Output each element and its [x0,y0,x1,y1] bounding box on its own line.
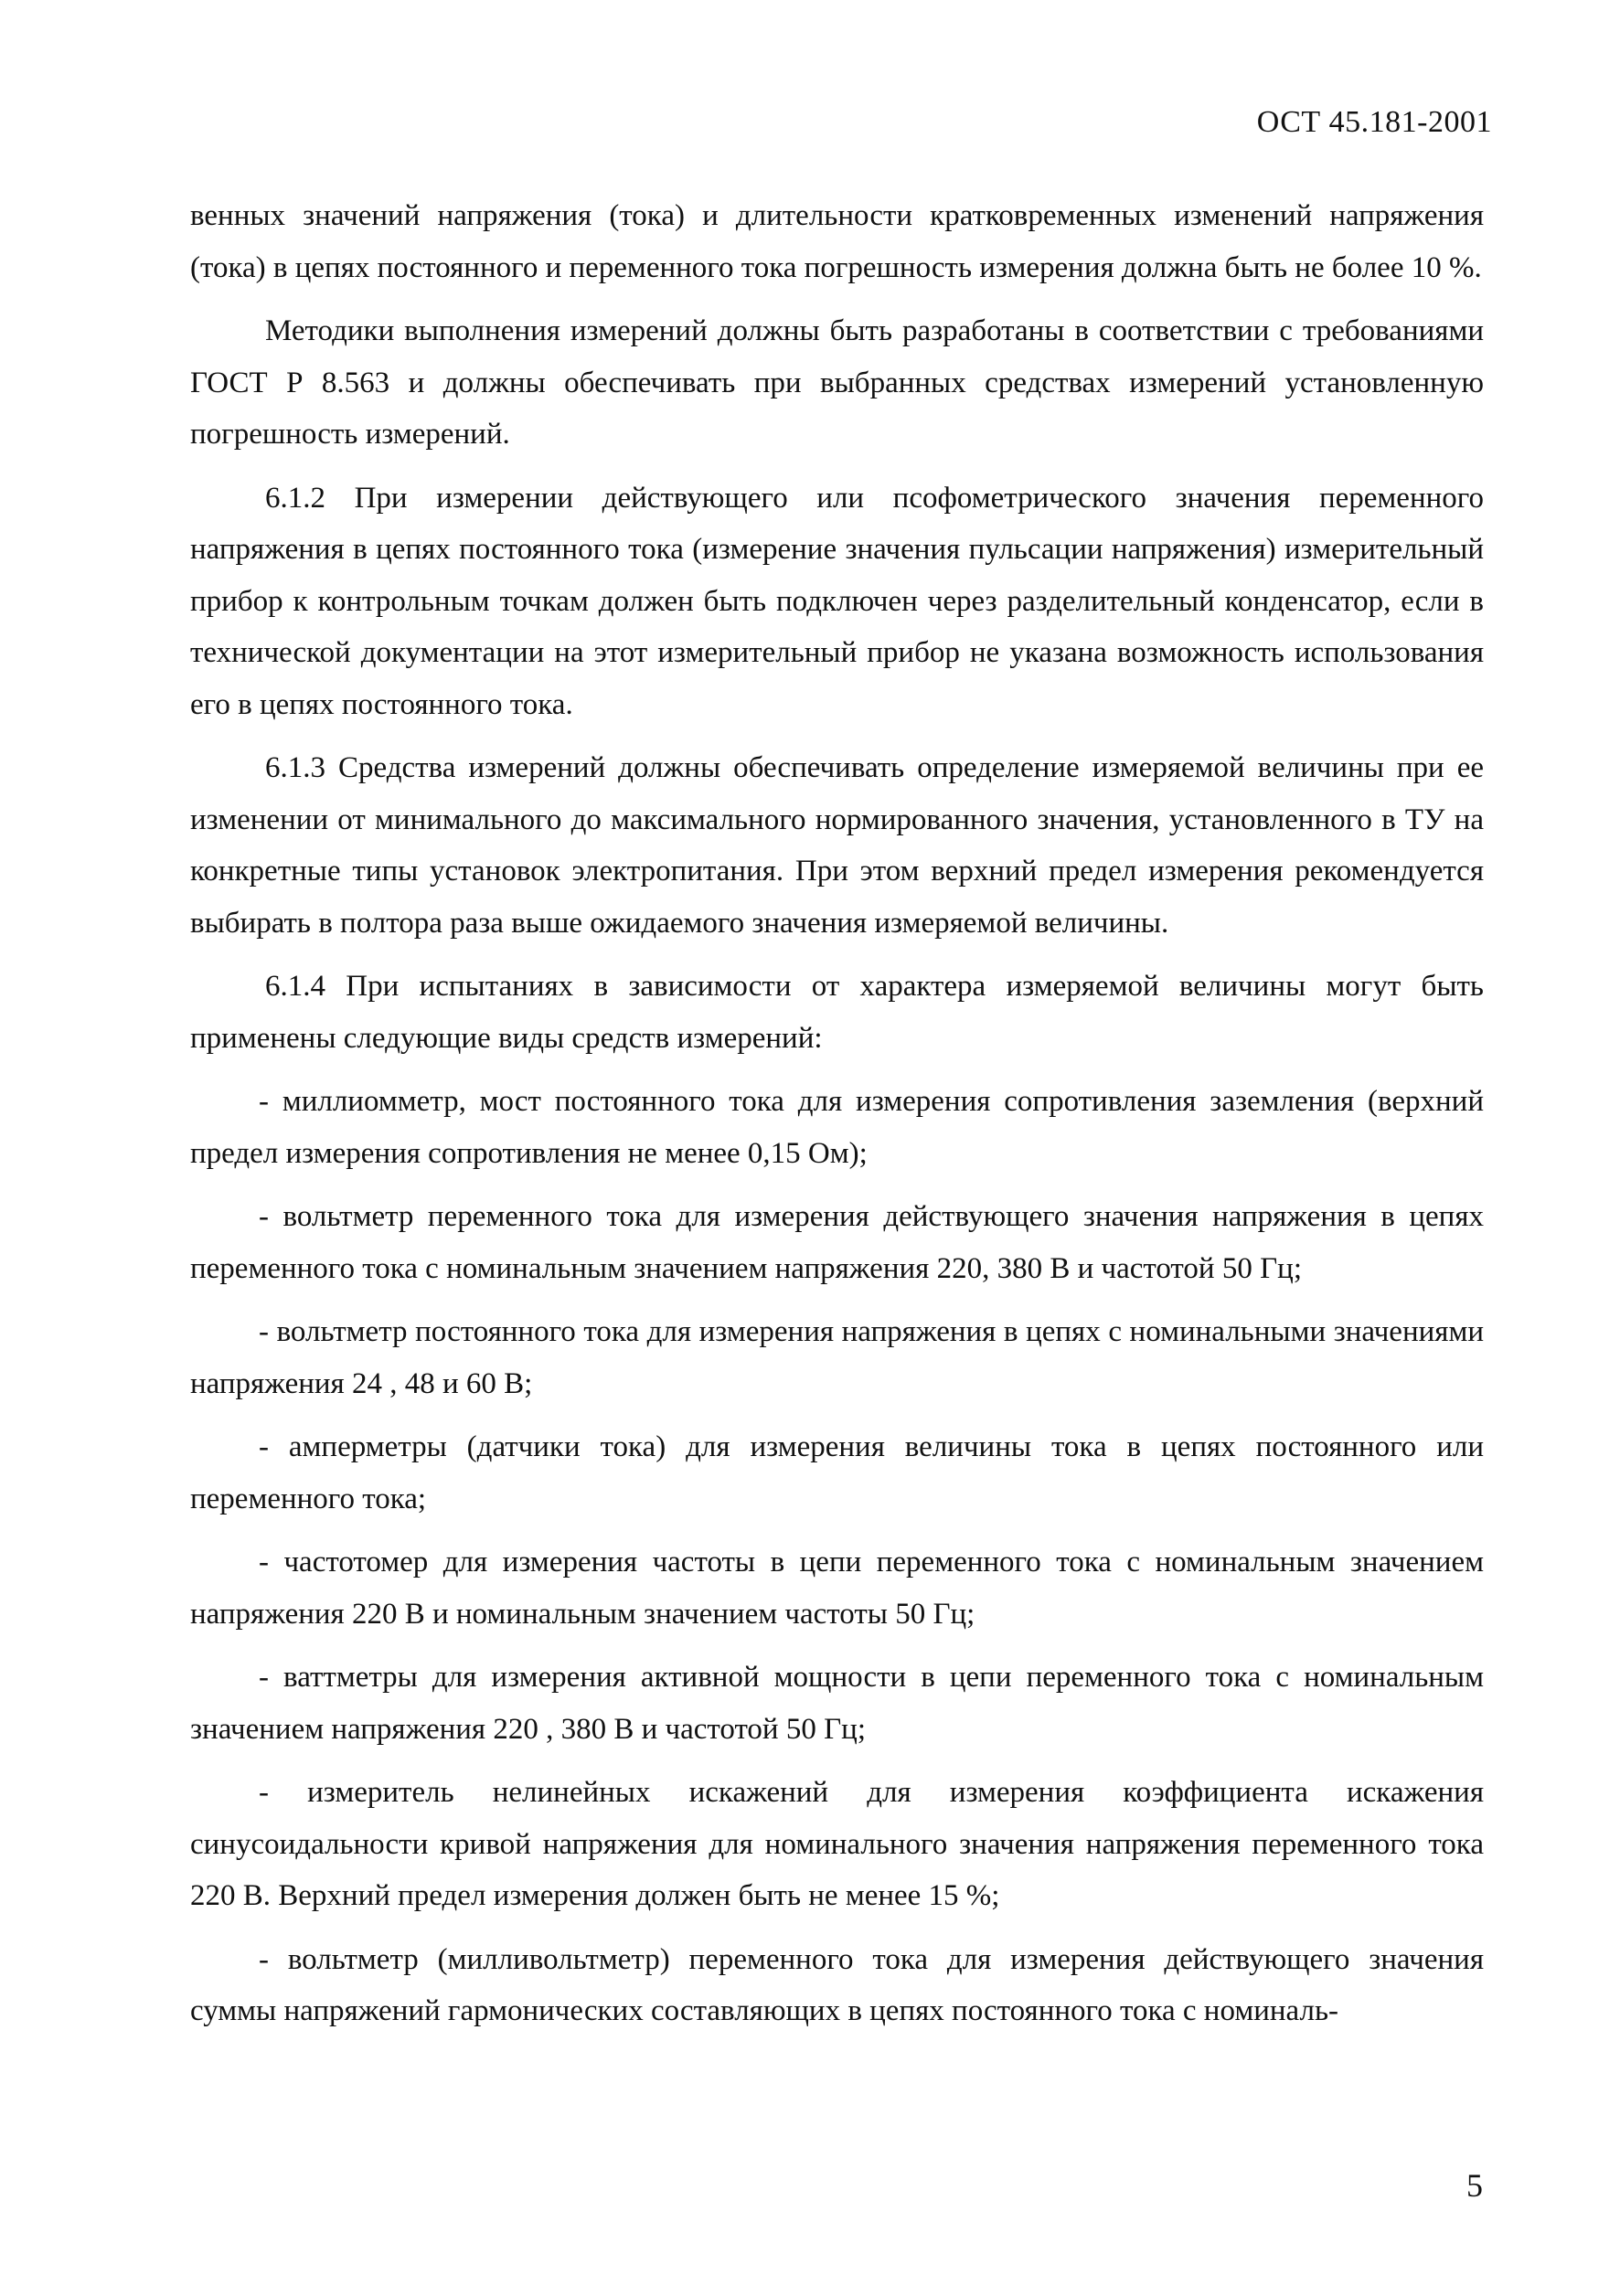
paragraph-6-1-4: 6.1.4 При испытаниях в зависимости от характера измеряемой величины могут быть применены следующие виды средств измерений: [190,970,1484,1055]
list-item: - частотомер для измерения частоты в цепи переменного тока с номинальным значением напряжения 220 В и номинальным значением частоты 50 Гц; [190,1546,1484,1631]
list-item: - вольтметр постоянного тока для измерения напряжения в цепях с номинальными значениями напряжения 24 , 48 и 60 В; [190,1315,1484,1400]
paragraph-continuation: венных значений напряжения (тока) и длительности кратковременных изменений напряжения (тока) в цепях постоянного и переменного тока погрешность измерения должна быть не более 10 %. [190,199,1484,284]
list-item: - вольтметр (милливольтметр) переменного тока для измерения действующего значения суммы напряжений гармонических составляющих в цепях постоянного тока с номиналь- [190,1942,1484,2027]
list-item: - измеритель нелинейных искажений для измерения коэффициента искажения синусоидальности кривой напряжения для номинального значения напряжения переменного тока 220 В. Верхний предел измерения должен быть не менее 15 %; [190,1776,1484,1912]
document-code-header: ОСТ 45.181-2001 [1256,105,1492,139]
paragraph-6-1-3: 6.1.3 Средства измерений должны обеспечивать определение измеряемой величины при ее изменении от минимального до максимального нормированного значения, установленного в ТУ на конкретные типы установок электропитания. При этом верхний предел измерения рекомендуется выбирать в полтора раза выше ожидаемого значения измеряемой величины. [190,751,1484,940]
list-item: - миллиомметр, мост постоянного тока для измерения сопротивления заземления (верхний предел измерения сопротивления не менее 0,15 Ом); [190,1085,1484,1170]
document-body [190,190,1484,2037]
paragraph-6-1-2: 6.1.2 При измерении действующего или псофометрического значения переменного напряжения в цепях постоянного тока (измерение значения пульсации напряжения) измерительный прибор к контрольным точкам должен быть подключен через разделительный конденсатор, если в технической документации на этот измерительный прибор не указана возможность использования его в цепях постоянного тока. [190,481,1484,721]
page-number: 5 [1466,2167,1483,2204]
list-item: - амперметры (датчики тока) для измерения величины тока в цепях постоянного или переменного тока; [190,1430,1484,1515]
paragraph-methods: Методики выполнения измерений должны быть разработаны в соответствии с требованиями ГОСТ Р 8.563 и должны обеспечивать при выбранных средствах измерений установленную погрешность измерений. [190,314,1484,451]
list-item: - ваттметры для измерения активной мощности в цепи переменного тока с номинальным значением напряжения 220 , 380 В и частотой 50 Гц; [190,1661,1484,1746]
list-item: - вольтметр переменного тока для измерения действующего значения напряжения в цепях переменного тока с номинальным значением напряжения 220, 380 В и частотой 50 Гц; [190,1200,1484,1285]
